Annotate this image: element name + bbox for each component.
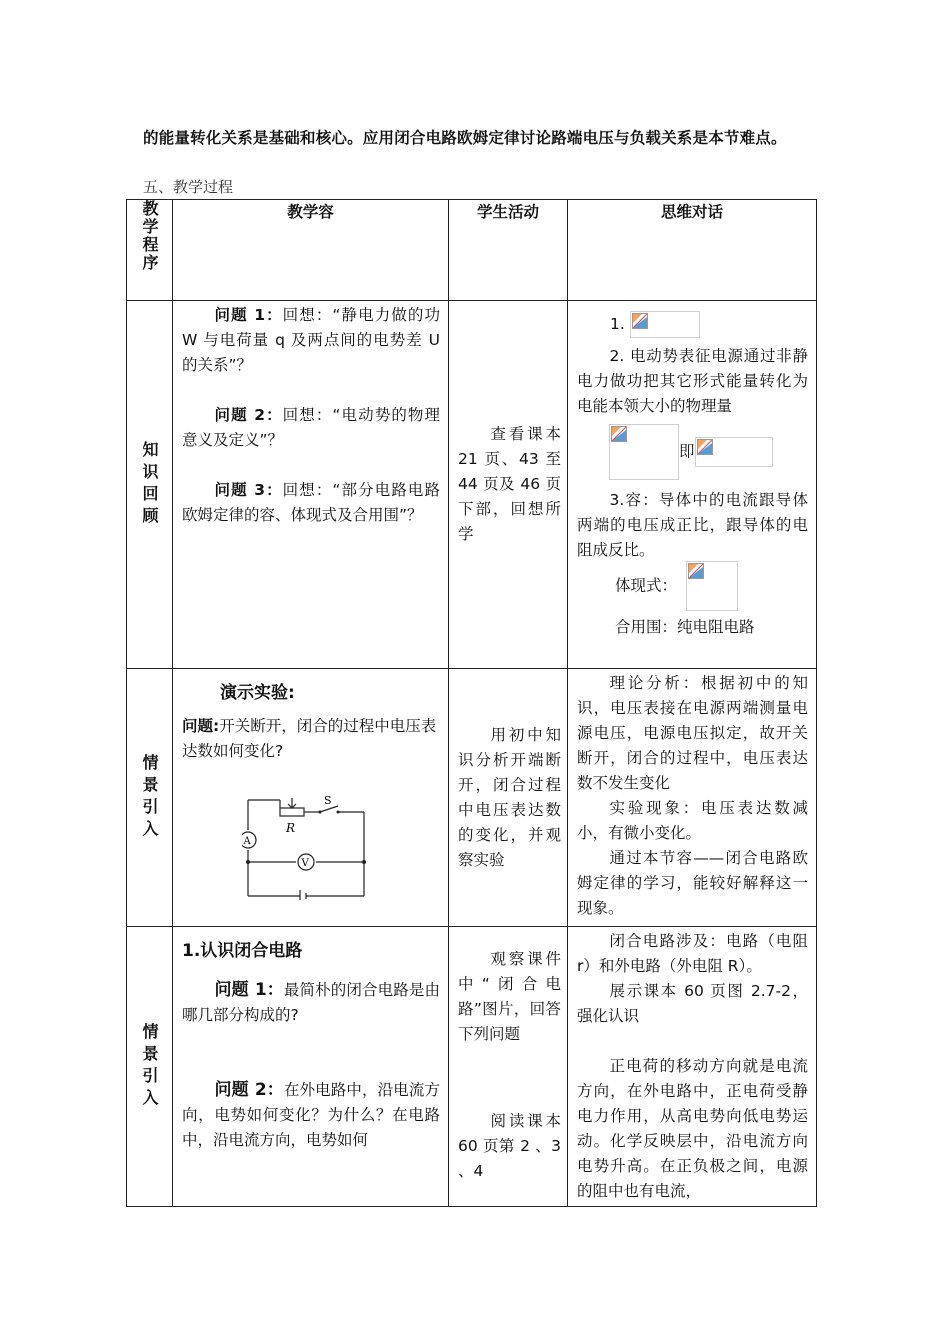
dialogue-conclusion: 通过本节容——闭合电路欧姆定律的学习，能较好解释这一现象。 — [577, 849, 808, 917]
section-heading: 五、教学过程 — [143, 178, 234, 196]
dialogue-cell — [568, 927, 817, 1207]
formula-image — [686, 561, 738, 611]
question-2: 问题 2：回想：“电动势的物理意义及定义”？ — [182, 406, 440, 449]
broken-image-icon — [697, 439, 713, 455]
formula-image — [630, 311, 700, 338]
dialogue-cell — [568, 301, 817, 669]
student-activity-1: 观察课件中“闭合电路”图片，回答下列问题 — [458, 950, 561, 1043]
dialogue-composition: 闭合电路涉及：电路（电阻 r）和外电路（外电阻 R）。 — [577, 932, 808, 975]
procedure-cell: 情景引入 — [127, 669, 173, 927]
demo-title: 演示实验: — [220, 683, 295, 703]
demo-question: 问题:开关断开，闭合的过程中电压表达数如何变化? — [182, 717, 437, 760]
circuit-diagram — [242, 796, 372, 900]
header-procedure: 教学程序 — [127, 200, 173, 301]
table-row-demo — [127, 669, 817, 927]
closed-circuit-question-1: 问题 1：最简朴的闭合电路是由哪几部分构成的? — [182, 980, 440, 1024]
question-1: 问题 1：回想：“静电力做的功 W 与电荷量 q 及两点间的电势差 U 的关系”？ — [182, 306, 440, 374]
content-cell — [173, 301, 449, 669]
procedure-cell: 情景引入 — [127, 927, 173, 1207]
student-cell: 查看课本 21 页、43 至 44 页及 46 页下部，回想所学 — [449, 301, 568, 669]
procedure-cell: 知识回顾 — [127, 301, 173, 669]
formula-image — [609, 424, 679, 480]
emf-formula-row — [609, 424, 808, 480]
broken-image-icon — [688, 563, 704, 579]
header-dialogue: 思维对话 — [568, 200, 817, 301]
student-activity-2: 阅读课本 60 页第 2 、3 、4 — [458, 1112, 561, 1180]
dialogue-figure-ref: 展示课本 60 页图 2.7-2，强化认识 — [577, 982, 808, 1025]
dialogue-analysis: 理论分析：根据初中的知识，电压表接在电源两端测量电源电压，电源电压拟定，故开关断开，闭合的过程中，电压表达数不发生变化 — [577, 674, 808, 792]
dialogue-explanation: 正电荷的移动方向就是电流方向，在外电路中，正电荷受静电力作用，从高电势向低电势运动。化学反映层中，沿电流方向电势升高。在正负极之间，电源的阻中也有电流， — [577, 1057, 808, 1200]
dialogue-cell — [568, 669, 817, 927]
section-title: 1.认识闭合电路 — [182, 941, 303, 961]
switch-label: S — [324, 796, 332, 807]
table-header-row — [127, 200, 817, 301]
teaching-process-table — [126, 199, 817, 1207]
content-cell — [173, 669, 449, 927]
content-cell — [173, 927, 449, 1207]
dialogue-phenomenon: 实验现象：电压表达数减小，有微小变化。 — [577, 799, 808, 842]
closed-circuit-question-2: 问题 2：在外电路中，沿电流方向，电势如何变化？为什么？在电路中，沿电流方向，电势如何 — [182, 1080, 440, 1149]
dialogue-scope: 合用围：纯电阻电路 — [615, 618, 755, 636]
header-student: 学生活动 — [449, 200, 568, 301]
ammeter-label: A — [243, 836, 251, 847]
broken-image-icon — [632, 313, 648, 329]
dialogue-item-3: 3.容：导体中的电流跟导体两端的电压成正比，跟导体的电阻成反比。 — [577, 491, 808, 559]
table-row-closed-circuit — [127, 927, 817, 1207]
dialogue-item-2: 2. 电动势表征电源通过非静电力做功把其它形式能量转化为电能本领大小的物理量 — [577, 347, 808, 415]
broken-image-icon — [611, 426, 627, 442]
intro-paragraph: 的能量转化关系是基础和核心。应用闭合电路欧姆定律讨论路端电压与负载关系是本节难点。 — [143, 129, 787, 147]
formula-image — [695, 437, 773, 467]
student-cell: 用初中知识分析开端断开，闭合过程中电压表达数的变化，并观察实验 — [449, 669, 568, 927]
dialogue-item-1: 1. — [577, 311, 808, 338]
table-row-review — [127, 301, 817, 669]
resistor-label: R — [286, 821, 296, 835]
voltmeter-label: V — [301, 858, 309, 869]
header-content: 教学容 — [173, 200, 449, 301]
formula-row: 体现式： — [577, 561, 808, 613]
connector-text: 即 — [679, 442, 695, 461]
question-3: 问题 3：回想：“部分电路电路欧姆定律的容、体现式及合用围”？ — [182, 481, 440, 524]
resistor-symbol — [280, 808, 304, 816]
student-cell — [449, 927, 568, 1207]
